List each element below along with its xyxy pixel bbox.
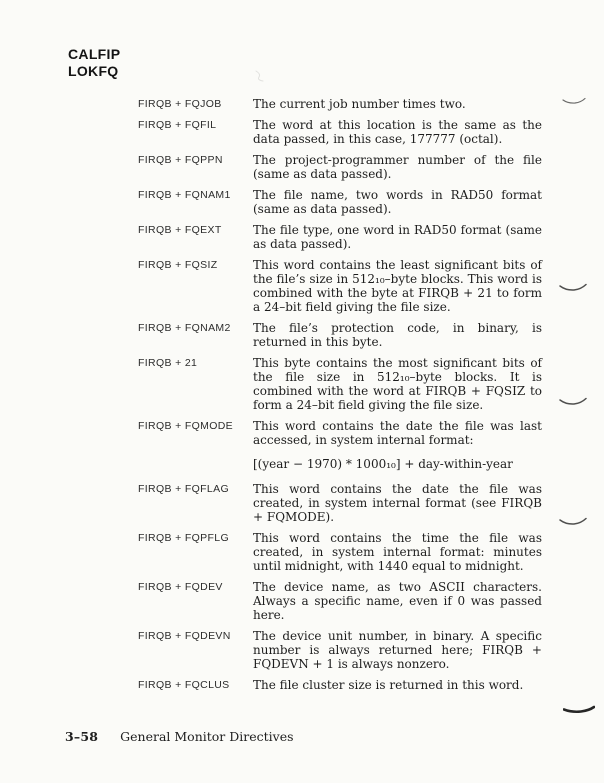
page-header — [68, 46, 120, 80]
field-name: FIRQB + FQDEV — [138, 581, 223, 593]
field-entry-fqmode — [138, 419, 542, 475]
field-name: FIRQB + FQFIL — [138, 119, 217, 131]
page-curl-mark-icon — [559, 392, 587, 411]
field-description: This word contains the time the file was created, in system internal format: minutes until midnight, with 1440 equal to midnight. — [253, 531, 542, 573]
scan-smudge-mark-icon — [253, 67, 267, 86]
date-format-formula: [(year − 1970) * 1000₁₀] + day-within-year — [253, 457, 513, 471]
field-description: The file’s protection code, in binary, is returned in this byte. — [253, 321, 542, 349]
page-curl-mark-icon — [563, 700, 595, 719]
field-description: This word contains the date the file was created, in system internal format (see FIRQB + FQMODE). — [253, 482, 542, 524]
field-description: This byte contains the most significant bits of the file size in 512₁₀–byte blocks. It is combined with the word at FIRQB + FQSIZ to form a 24–bit field giving the file size. — [253, 356, 542, 412]
field-description: The project-programmer number of the file (same as data passed). — [253, 153, 542, 181]
field-name: FIRQB + FQDEVN — [138, 630, 231, 642]
field-entry-fqsiz — [138, 258, 542, 314]
field-entry-firqb21 — [138, 356, 542, 412]
page-curl-mark-icon — [559, 512, 587, 531]
field-description-text: This word contains the date the file was last accessed, in system internal format: — [253, 419, 542, 447]
field-description: The device name, as two ASCII characters. Always a specific name, even if 0 was passed here. — [253, 580, 542, 622]
field-description: The device unit number, in binary. A specific number is always returned here; FIRQB + FQDEVN + 1 is always nonzero. — [253, 629, 542, 671]
field-entry-fqpflg — [138, 531, 542, 573]
field-description: This word contains the least significant bits of the file’s size in 512₁₀–byte blocks. This word is combined with the byte at FIRQB + 21 to form a 24–bit field giving the file size. — [253, 258, 542, 314]
field-description: The file name, two words in RAD50 format (same as data passed). — [253, 188, 542, 216]
field-name: FIRQB + FQFLAG — [138, 483, 229, 495]
page-curl-mark-icon — [559, 278, 587, 297]
field-name: FIRQB + FQPFLG — [138, 532, 229, 544]
field-entry-fqdev — [138, 580, 542, 622]
field-name: FIRQB + FQPPN — [138, 154, 223, 166]
field-description: The file type, one word in RAD50 format (same as data passed). — [253, 223, 542, 251]
page-curl-mark-icon — [562, 91, 586, 110]
field-definition-list — [138, 97, 542, 699]
field-description — [253, 419, 542, 475]
field-description: The file cluster size is returned in this word. — [253, 678, 524, 692]
header-title-line2: LOKFQ — [68, 63, 119, 79]
field-description: The word at this location is the same as the data passed, in this case, 177777 (octal). — [253, 118, 542, 146]
page-footer — [65, 729, 294, 744]
field-name: FIRQB + FQCLUS — [138, 679, 230, 691]
field-entry-fqnam1 — [138, 188, 542, 216]
field-name: FIRQB + FQMODE — [138, 420, 234, 432]
field-entry-fqext — [138, 223, 542, 251]
header-title-line1: CALFIP — [68, 46, 121, 62]
field-entry-fqppn — [138, 153, 542, 181]
page-number: 3–58 — [65, 729, 99, 744]
field-entry-fqnam2 — [138, 321, 542, 349]
field-description: The current job number times two. — [253, 97, 466, 111]
field-name: FIRQB + FQEXT — [138, 224, 222, 236]
field-entry-fqflag — [138, 482, 542, 524]
field-name: FIRQB + FQJOB — [138, 98, 222, 110]
field-name: FIRQB + FQNAM1 — [138, 189, 231, 201]
field-name: FIRQB + 21 — [138, 357, 198, 369]
field-name: FIRQB + FQSIZ — [138, 259, 218, 271]
field-entry-fqdevn — [138, 629, 542, 671]
field-entry-fqjob — [138, 97, 542, 111]
field-entry-fqfil — [138, 118, 542, 146]
field-entry-fqclus — [138, 678, 542, 692]
field-name: FIRQB + FQNAM2 — [138, 322, 231, 334]
footer-section-title: General Monitor Directives — [120, 729, 294, 744]
